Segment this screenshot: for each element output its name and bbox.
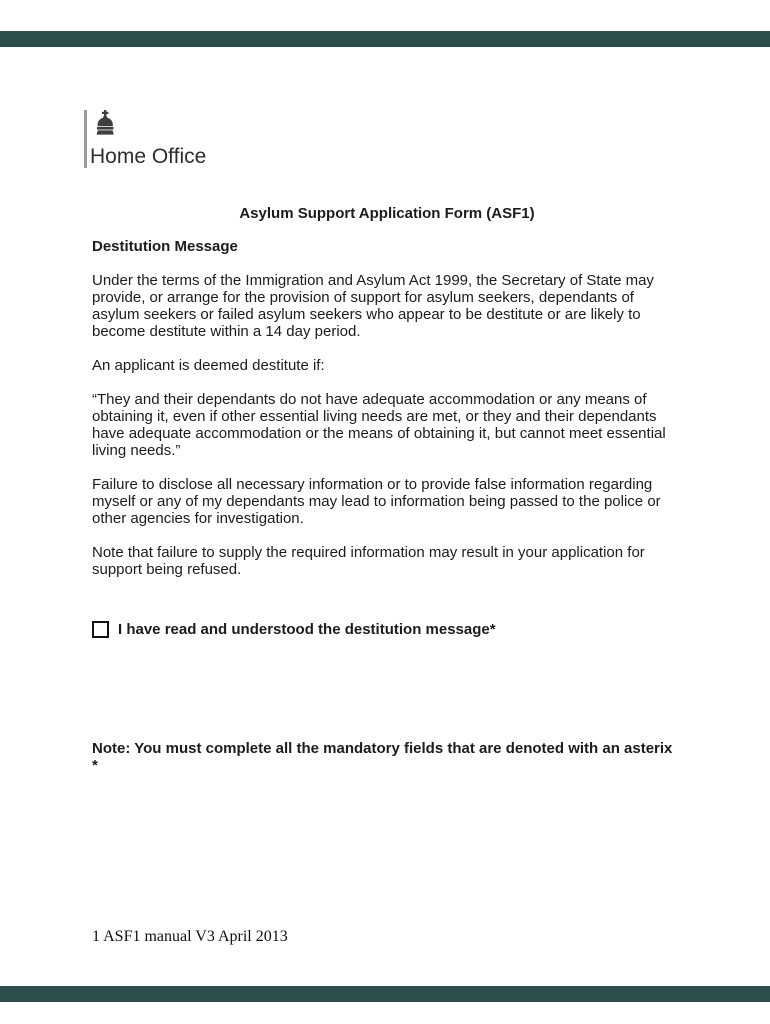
footer-version-text: 1 ASF1 manual V3 April 2013 [92,928,288,945]
destitution-confirmation-row [92,621,682,638]
page-title: Asylum Support Application Form (ASF1) [239,205,535,222]
paragraph-deemed-destitute: An applicant is deemed destitute if: [92,357,325,374]
paragraph-destitute-quote: “They and their dependants do not have adequate accommodation or any means of obtaining it, even if other essential living needs are met, or they and their dependants have adequate accommodation or the means of obtaining it, but cannot meet essential living needs.” [92,391,666,459]
logo-org-name: Home Office [90,145,207,168]
mandatory-fields-note: Note: You must complete all the mandatory fields that are denoted with an asterix * [92,740,673,774]
section-heading-destitution: Destitution Message [92,238,238,255]
crown-icon [94,110,116,140]
destitution-checkbox-label: I have read and understood the destitution message* [118,621,496,638]
logo-divider-bar [84,110,87,168]
paragraph-destitution-terms: Under the terms of the Immigration and Asylum Act 1999, the Secretary of State may provide, or arrange for the provision of support for asylum seekers, dependants of asylum seekers or failed asylum seekers who appear to be destitute or are likely to become destitute within a 14 day period. [92,272,654,340]
paragraph-failure-disclose: Failure to disclose all necessary information or to provide false information regarding myself or any of my dependants may lead to information being passed to the police or other agencies for investigation. [92,476,661,527]
paragraph-failure-supply: Note that failure to supply the required information may result in your application for support being refused. [92,544,645,578]
document-body [92,205,682,774]
bottom-rule-bar [0,986,770,1002]
home-office-logo [84,110,304,170]
top-rule-bar [0,31,770,47]
destitution-checkbox[interactable] [92,621,109,638]
